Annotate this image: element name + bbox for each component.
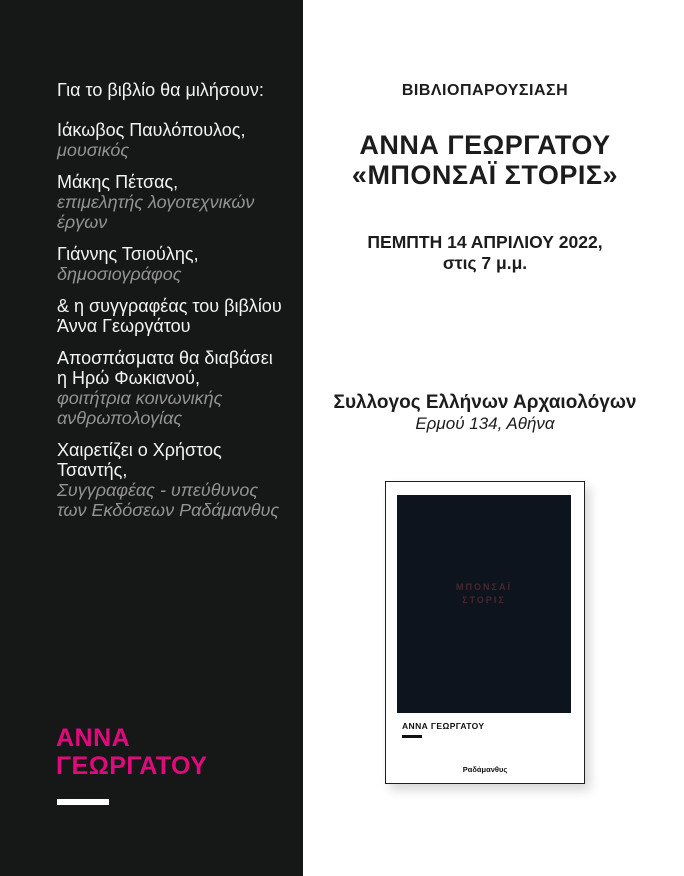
book-cover-title-line: ΜΠΟΝΣΑΪ <box>456 582 512 592</box>
event-type-label: ΒΙΒΛΙΟΠΑΡΟΥΣΙΑΣΗ <box>401 82 569 99</box>
event-date: ΠΕΜΠΤΗ 14 ΑΠΡΙΛΙΟΥ 2022, <box>367 232 603 252</box>
book-cover-title <box>397 581 571 607</box>
book-cover-author: ΑΝΝΑ ΓΕΩΡΓΑΤΟΥ <box>402 721 485 731</box>
reader-name: η Ηρώ Φωκιανού, <box>57 368 200 388</box>
author-intro: & η συγγραφέας του βιβλίου <box>57 296 282 316</box>
reader-intro: Αποσπάσματα θα διαβάσει <box>57 348 273 368</box>
speaker-name: Ιάκωβος Παυλόπουλος, <box>57 120 246 140</box>
greeter-role: των Εκδόσεων Ραδάμανθυς <box>57 500 280 520</box>
speaker-block <box>57 172 295 232</box>
event-title-author: ΑΝΝΑ ΓΕΩΡΓΑΤΟΥ <box>359 130 611 160</box>
reader-role: φοιτήτρια κοινωνικής <box>57 388 223 408</box>
speakers-list <box>57 80 295 532</box>
speakers-heading: Για το βιβλίο θα μιλήσουν: <box>57 80 264 100</box>
author-name: Άννα Γεωργάτου <box>57 316 191 336</box>
author-block <box>57 296 295 336</box>
book-publisher: Ραδάμανθυς <box>462 765 508 774</box>
venue-address: Ερμού 134, Αθήνα <box>415 414 555 433</box>
event-time: στις 7 μ.μ. <box>442 253 528 273</box>
greeter-name: Χαιρετίζει ο Χρήστος Τσαντής, <box>57 440 222 480</box>
reader-role: ανθρωπολογίας <box>57 408 183 428</box>
author-signature <box>56 724 207 780</box>
left-panel <box>0 0 303 876</box>
reader-block <box>57 348 295 428</box>
speaker-role: δημοσιογράφος <box>57 264 182 284</box>
event-title <box>303 130 667 190</box>
signature-underline <box>57 799 109 805</box>
speaker-role: μουσικός <box>57 140 130 160</box>
greeter-block <box>57 440 295 520</box>
speaker-block <box>57 120 295 160</box>
event-title-book: «ΜΠΟΝΣΑΪ ΣΤΟΡΙΣ» <box>351 160 619 190</box>
speaker-name: Μάκης Πέτσας, <box>57 172 179 192</box>
speaker-name: Γιάννης Τσιούλης, <box>57 244 199 264</box>
event-datetime <box>303 232 667 274</box>
signature-line: ΑΝΝΑ <box>56 724 131 752</box>
book-cover-artwork <box>397 495 571 713</box>
venue-name: Συλλογος Ελλήνων Αρχαιολόγων <box>333 392 637 413</box>
book-cover <box>385 481 585 784</box>
greeter-role: Συγγραφέας - υπεύθυνος <box>57 480 259 500</box>
speaker-role: επιμελητής λογοτεχνικών έργων <box>57 192 255 232</box>
speaker-block <box>57 244 295 284</box>
book-cover-title-line: ΣΤΟΡΙΣ <box>462 595 506 605</box>
book-cover-underline <box>402 735 422 738</box>
signature-line: ΓΕΩΡΓΑΤΟΥ <box>56 752 208 780</box>
